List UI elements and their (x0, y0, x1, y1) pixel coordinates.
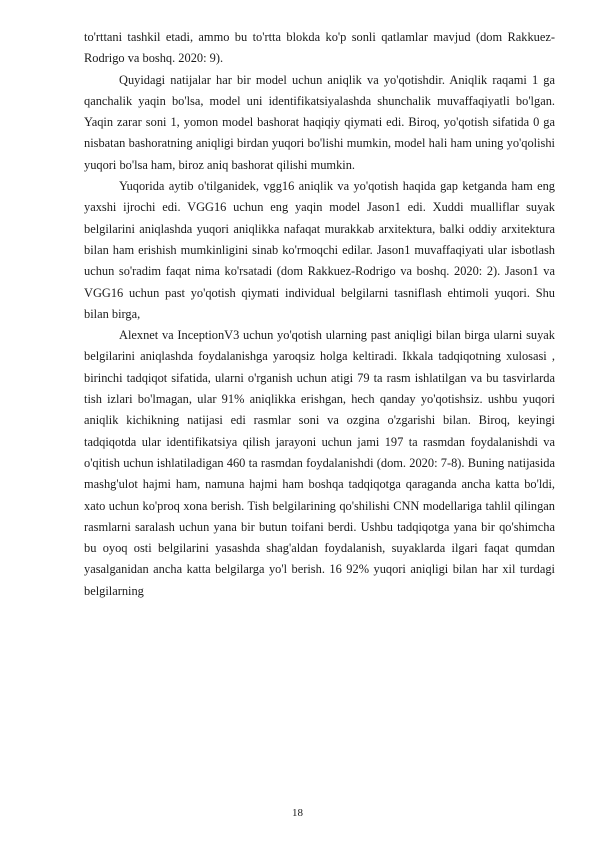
page-number: 18 (292, 807, 303, 819)
paragraph-3: Yuqorida aytib o'tilganidek, vgg16 aniqlik va yo'qotish haqida gap ketganda ham eng yaxshi ijrochi edi. VGG16 uchun eng yaqin model Jason1 edi. Xuddi mualliflar suyak belgilarini aniqlashda yuqori aniqlikka nafaqat murakkab arxitektura, balki oddiy arxitektura bilan ham erishish mumkinligini sinab ko'rmoqchi edilar. Jason1 muvaffaqiyati ular isbotlash uchun so'radim faqat nima ko'rsatadi (dom Rakkuez-Rodrigo va boshq. 2020: 2). Jason1 va VGG16 uchun past yo'qotish qiymati individual belgilarni tasniflash ehtimoli yuqori. Shu bilan birga, (84, 179, 555, 321)
paragraph-4: Alexnet va InceptionV3 uchun yo'qotish ularning past aniqligi bilan birga ularni suyak belgilarini aniqlashda foydalanishga yaroqsiz holga keltiradi. Ikkala tadqiqotning xulosasi , birinchi tadqiqot sifatida, ularni o'rganish uchun atigi 79 ta rasm ishlatilgan va bu tasvirlarda tish izlari bo'lmagan, ular 91% aniqlikka erishgan, hech qanday yo'qotishsiz. ushbu yuqori aniqlik kichikning natijasi edi rasmlar soni va ozgina o'zgarishi bilan. Biroq, keyingi tadqiqotda ular identifikatsiya qilish jarayoni uchun jami 197 ta rasmdan foydalanishdi va o'qitish uchun ishlatiladigan 460 ta rasmdan foydalanishdi (dom. 2020: 7-8). Buning natijasida mashg'ulot hajmi ham, namuna hajmi ham boshqa tadqiqotga qaraganda ancha katta bo'ldi, xato uchun ko'proq xona berish. Tish belgilarining qo'shilishi CNN modellariga tahlil qilingan rasmlarni saralash uchun yana bir butun toifani berdi. Ushbu tadqiqotga yana bir qo'shimcha bu oyoq osti belgilarini yasashda shag'aldan foydalanish, suyaklarda ilgari faqat qumdan yasalganidan ancha katta belgilarga yo'l berish. 16 92% yuqori aniqligi bilan har xil turdagi belgilarning (84, 328, 555, 598)
paragraph-2: Quyidagi natijalar har bir model uchun aniqlik va yo'qotishdir. Aniqlik raqami 1 ga qanchalik yaqin bo'lsa, model uni identifikatsiyalashda shunchalik muvaffaqiyatli bo'lgan. Yaqin zarar soni 1, yomon model bashorat haqiqiy qiymati edi. Biroq, yo'qotish sifatida 0 ga nisbatan bashoratning aniqligi birdan yuqori bo'lishi mumkin, model hali ham uning yo'qolishi yuqori bo'lsa ham, biroz aniq bashorat qilishi mumkin. (84, 72, 555, 172)
page-body (84, 27, 555, 602)
paragraph-1: to'rttani tashkil etadi, ammo bu to'rtta blokda ko'p sonli qatlamlar mavjud (dom Rakkuez-Rodrigo va boshq. 2020: 9). (84, 30, 555, 66)
